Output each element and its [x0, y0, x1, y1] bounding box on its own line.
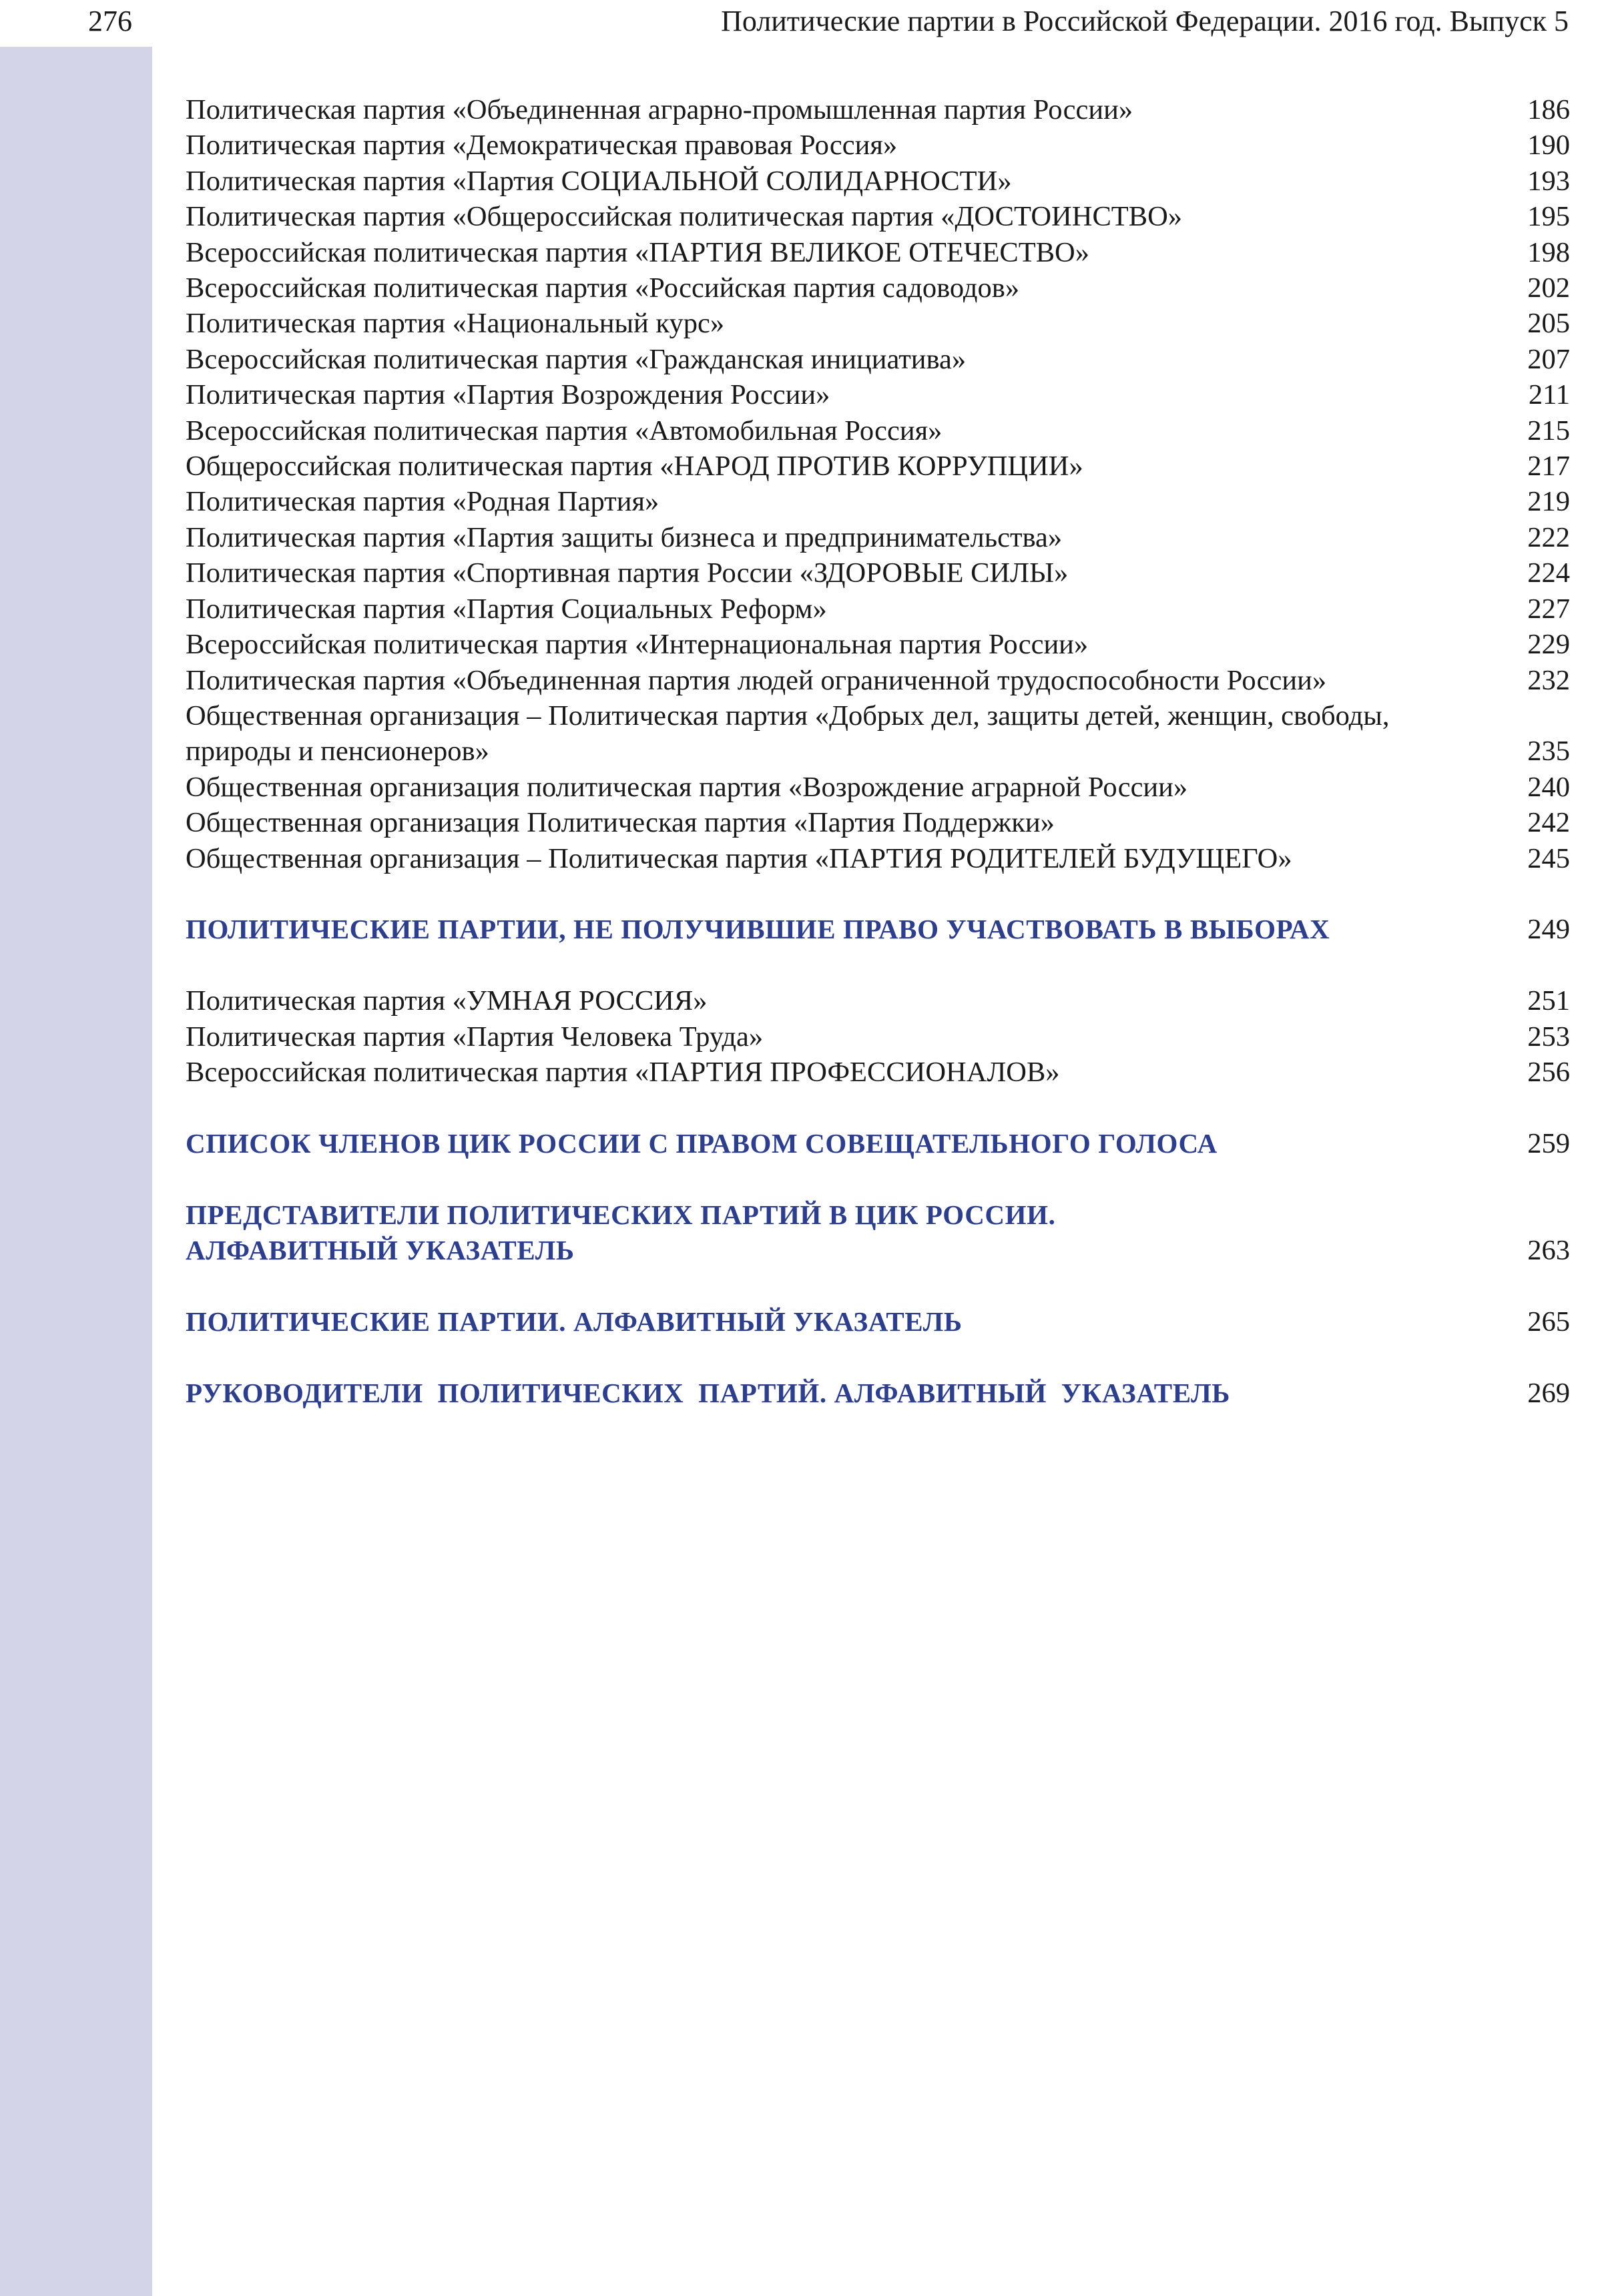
toc-entry-page: 253 [1527, 1021, 1570, 1053]
toc-entry-page: 186 [1527, 94, 1570, 125]
toc-section-page: 249 [1527, 914, 1570, 946]
toc-section-title: СПИСОК ЧЛЕНОВ ЦИК РОССИИ С ПРАВОМ СОВЕЩАТЕЛЬНОГО ГОЛОСА [186, 1127, 1218, 1159]
toc-section-title: РУКОВОДИТЕЛИ ПОЛИТИЧЕСКИХ ПАРТИЙ. АЛФАВИТНЫЙ УКАЗАТЕЛЬ [186, 1377, 1231, 1408]
toc-entry-title: Политическая партия «Партия защиты бизнеса и предпринимательства» [186, 521, 1063, 553]
toc-entry[interactable] [186, 413, 1570, 449]
toc-entry-title: Политическая партия «Объединенная аграрно-промышленная партия России» [186, 94, 1133, 125]
toc-entry[interactable] [186, 663, 1570, 698]
toc-entry-page: 245 [1527, 842, 1570, 874]
toc-entry[interactable] [186, 520, 1570, 555]
toc-section-page: 263 [1527, 1234, 1570, 1266]
toc-entry-title: Всероссийская политическая партия «ПАРТИЯ ПРОФЕССИОНАЛОВ» [186, 1056, 1060, 1088]
toc-entry-title: Всероссийская политическая партия «Гражданская инициатива» [186, 343, 967, 375]
toc-section-heading[interactable] [186, 1126, 1570, 1161]
toc-entry-title: Политическая партия «УМНАЯ РОССИЯ» [186, 985, 708, 1017]
toc-entry-title: Политическая партия «Спортивная партия России «ЗДОРОВЫЕ СИЛЫ» [186, 557, 1069, 589]
toc-entry-title: Общероссийская политическая партия «НАРОД ПРОТИВ КОРРУПЦИИ» [186, 451, 1083, 483]
toc-entry-page: 190 [1527, 129, 1570, 162]
toc-entry[interactable] [186, 306, 1570, 341]
toc-entry-page: 207 [1527, 343, 1570, 375]
toc-section-page: 259 [1527, 1127, 1570, 1159]
toc-entry[interactable] [186, 235, 1570, 270]
toc-entry-page: 222 [1527, 521, 1570, 553]
toc-section-heading[interactable] [186, 1304, 1570, 1340]
toc-entry-page: 232 [1527, 664, 1570, 696]
toc-entry[interactable] [186, 1055, 1570, 1090]
toc-section-heading[interactable] [186, 1197, 1570, 1269]
toc-entry-page: 217 [1527, 451, 1570, 483]
page-number: 276 [88, 5, 132, 37]
toc-entry[interactable] [186, 591, 1570, 627]
toc-entry-title: Общественная организация политическая партия «Возрождение аграрной России» [186, 771, 1188, 803]
toc-entry-page: 195 [1527, 201, 1570, 233]
running-title: Политические партии в Российской Федерации. 2016 год. Выпуск 5 [721, 5, 1569, 37]
toc-entry-page: 205 [1527, 308, 1570, 340]
toc-entry-page: 198 [1527, 236, 1570, 268]
toc-section-title-line: АЛФАВИТНЫЙ УКАЗАТЕЛЬ [186, 1234, 575, 1265]
toc-entry[interactable] [186, 841, 1570, 876]
toc-entry[interactable] [186, 983, 1570, 1019]
toc-section-title: ПОЛИТИЧЕСКИЕ ПАРТИИ, НЕ ПОЛУЧИВШИЕ ПРАВО УЧАСТВОВАТЬ В ВЫБОРАХ [186, 914, 1330, 945]
toc-entry-page: 227 [1527, 593, 1570, 625]
toc-section-page: 269 [1527, 1377, 1570, 1409]
toc-entry[interactable] [186, 342, 1570, 377]
toc-entry-title: Политическая партия «Родная Партия» [186, 486, 659, 518]
toc-entry[interactable] [186, 484, 1570, 519]
toc-entry-page: 215 [1527, 414, 1570, 447]
toc-entry[interactable] [186, 627, 1570, 662]
toc-entry[interactable] [186, 805, 1570, 840]
toc-entry-page: 229 [1527, 629, 1570, 661]
toc-entry-page: 211 [1528, 379, 1570, 411]
toc-entry-title: Общественная организация Политическая партия «Партия Поддержки» [186, 807, 1055, 839]
toc-entry[interactable] [186, 199, 1570, 234]
toc-entry[interactable] [186, 164, 1570, 199]
toc-entry-title: Политическая партия «Общероссийская политическая партия «ДОСТОИНСТВО» [186, 201, 1183, 233]
toc-entry-title: Общественная организация – Политическая партия «ПАРТИЯ РОДИТЕЛЕЙ БУДУЩЕГО» [186, 842, 1292, 874]
toc-entry-page: 219 [1527, 486, 1570, 518]
toc-section-heading[interactable] [186, 912, 1570, 947]
toc-entry-title: Всероссийская политическая партия «ПАРТИЯ ВЕЛИКОЕ ОТЕЧЕСТВО» [186, 236, 1090, 268]
toc-entry-page: 193 [1527, 165, 1570, 197]
toc-entry-title: Политическая партия «Объединенная партия людей ограниченной трудоспособности России» [186, 664, 1327, 696]
toc-entry-title: Политическая партия «Партия Социальных Реформ» [186, 593, 827, 625]
toc-entry-page: 240 [1527, 771, 1570, 803]
toc-entry[interactable] [186, 1019, 1570, 1055]
toc-entry-title: Всероссийская политическая партия «Автомобильная Россия» [186, 414, 943, 447]
toc-section-heading[interactable] [186, 1376, 1570, 1411]
toc-entry[interactable] [186, 555, 1570, 591]
toc-entry[interactable] [186, 377, 1570, 412]
toc-entry[interactable] [186, 698, 1570, 770]
table-of-contents [186, 92, 1570, 1411]
toc-entry-title: Политическая партия «Партия Человека Труда» [186, 1021, 764, 1053]
toc-entry-page: 256 [1527, 1056, 1570, 1088]
toc-entry-title: Политическая партия «Национальный курс» [186, 308, 725, 340]
toc-entry[interactable] [186, 127, 1570, 163]
toc-entry-title: Политическая партия «Партия Возрождения России» [186, 379, 830, 411]
toc-entry-page: 251 [1527, 985, 1570, 1017]
toc-entry[interactable] [186, 270, 1570, 306]
toc-entry[interactable] [186, 449, 1570, 484]
toc-entry-title: Политическая партия «Партия СОЦИАЛЬНОЙ СОЛИДАРНОСТИ» [186, 165, 1012, 197]
toc-entry-title: Общественная организация – Политическая партия «Добрых дел, защиты детей, женщин, свободы, природы и пенсионеров» [186, 699, 1390, 768]
toc-entry[interactable] [186, 92, 1570, 127]
toc-entry-title: Политическая партия «Демократическая правовая Россия» [186, 129, 898, 162]
toc-entry-title: Всероссийская политическая партия «Интернациональная партия России» [186, 629, 1089, 661]
toc-section-title-line: ПРЕДСТАВИТЕЛИ ПОЛИТИЧЕСКИХ ПАРТИЙ В ЦИК РОССИИ. [186, 1199, 1056, 1230]
toc-entry-page: 202 [1527, 272, 1570, 304]
toc-section-page: 265 [1527, 1306, 1570, 1338]
toc-section-title [186, 1197, 1055, 1269]
toc-entry-page: 242 [1527, 807, 1570, 839]
side-band [0, 47, 152, 2296]
toc-entry-page: 235 [1527, 736, 1570, 768]
toc-section-title: ПОЛИТИЧЕСКИЕ ПАРТИИ. АЛФАВИТНЫЙ УКАЗАТЕЛЬ [186, 1306, 963, 1337]
toc-entry[interactable] [186, 770, 1570, 805]
toc-entry-title: Всероссийская политическая партия «Российская партия садоводов» [186, 272, 1020, 304]
toc-entry-page: 224 [1527, 557, 1570, 589]
